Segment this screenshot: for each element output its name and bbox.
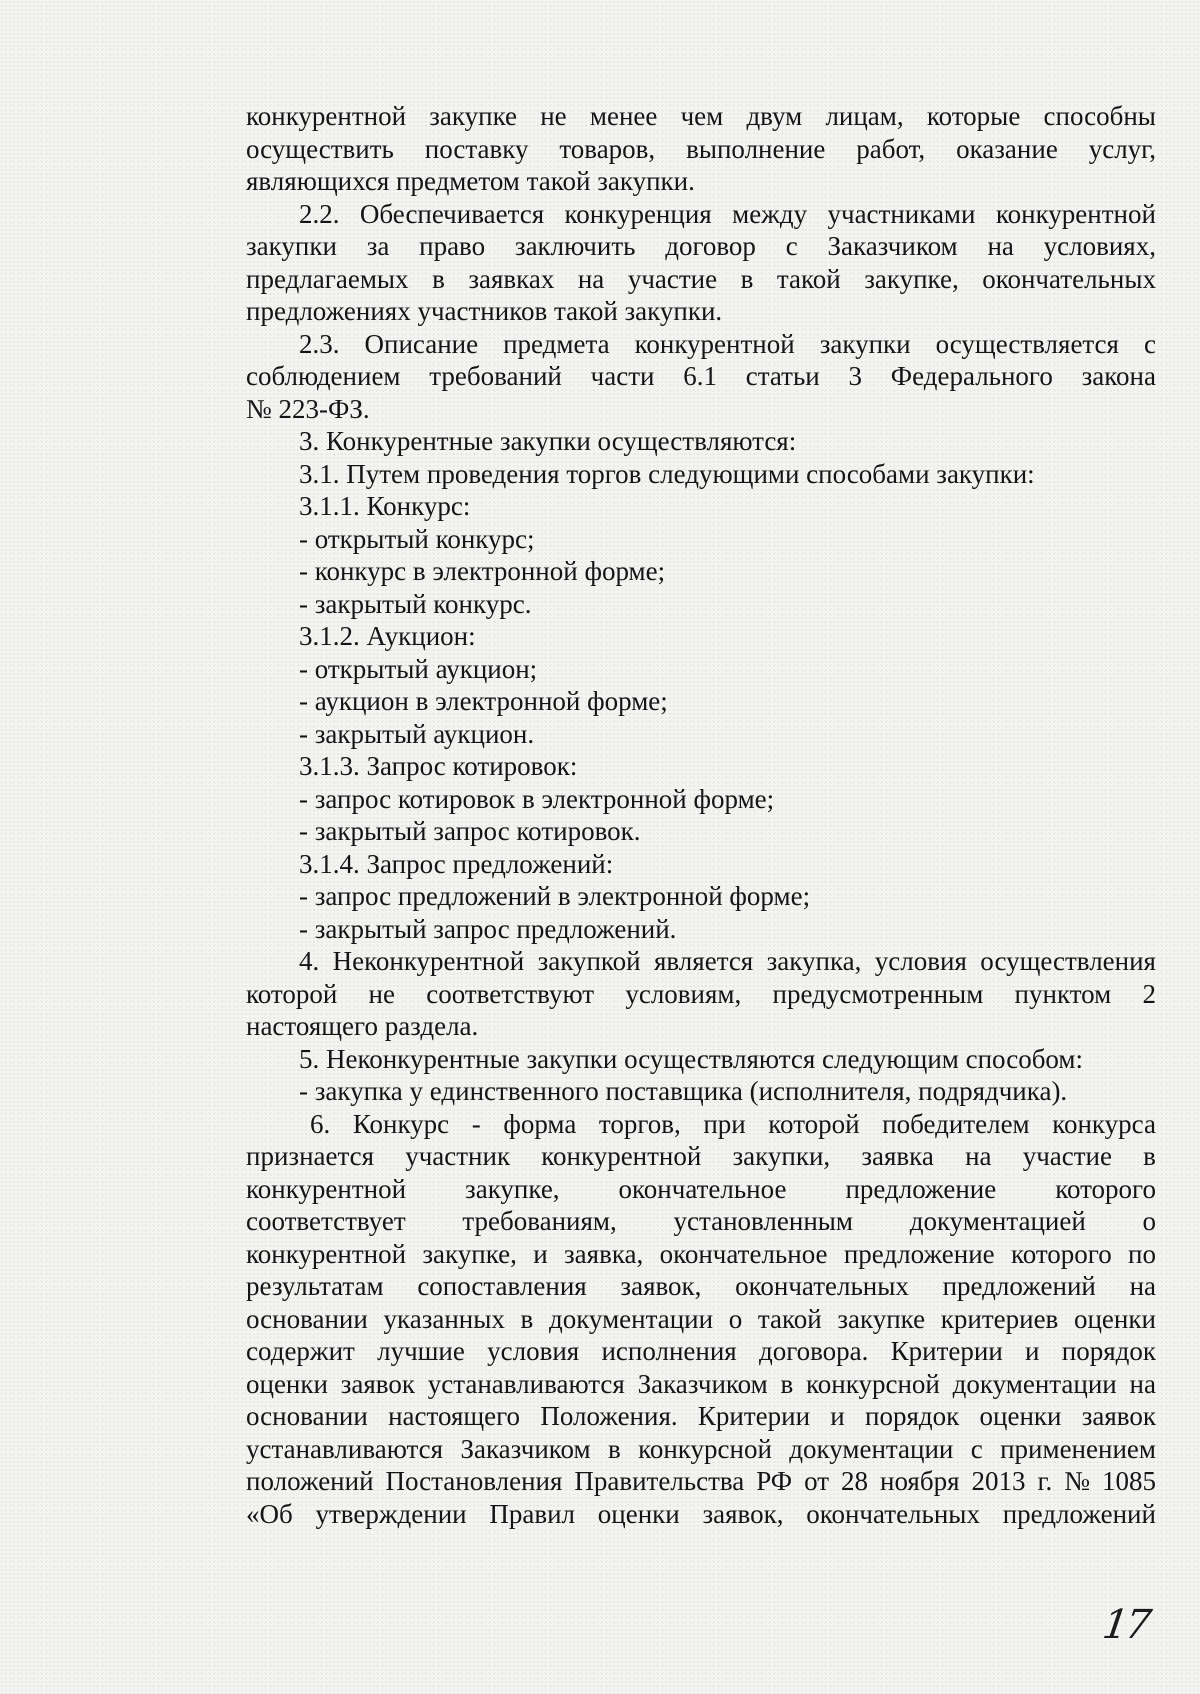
word: не bbox=[368, 978, 395, 1009]
word: окончательное bbox=[618, 1173, 787, 1204]
word: № bbox=[1064, 1466, 1090, 1496]
word: поставку bbox=[424, 133, 529, 164]
text-line: настоящего раздела. bbox=[246, 1011, 479, 1041]
word: предмета bbox=[503, 328, 610, 359]
word: которого bbox=[1010, 1238, 1112, 1269]
word: утверждении bbox=[315, 1498, 467, 1529]
text-line bbox=[246, 100, 1156, 133]
word: работ, bbox=[856, 133, 926, 164]
word: окончательное bbox=[659, 1238, 828, 1269]
text-line: - запрос котировок в электронной форме; bbox=[299, 783, 775, 814]
word: закупки bbox=[819, 328, 911, 359]
word: менее bbox=[589, 101, 658, 131]
word: г. bbox=[1037, 1466, 1053, 1496]
word: требованиям, bbox=[462, 1206, 617, 1236]
word: торгов, bbox=[598, 1108, 681, 1139]
word: закупке, bbox=[864, 263, 959, 294]
word: 28 bbox=[841, 1466, 869, 1496]
word: заключить bbox=[514, 231, 636, 261]
word: на bbox=[1129, 1368, 1156, 1399]
word: оценки bbox=[246, 1368, 328, 1399]
word: 2.3. bbox=[299, 328, 340, 359]
text-line: - открытый аукцион; bbox=[299, 653, 538, 684]
text-line: 3.1.3. Запрос котировок: bbox=[299, 751, 578, 781]
word: заявок bbox=[1081, 1401, 1156, 1431]
word: и bbox=[1025, 1336, 1040, 1366]
word: конкурентной bbox=[246, 101, 407, 131]
word: соответствуют bbox=[426, 978, 595, 1009]
word: установленным bbox=[673, 1206, 853, 1236]
word: которые bbox=[926, 101, 1021, 131]
word: соблюдением bbox=[246, 361, 401, 391]
word: конкурса bbox=[1052, 1108, 1156, 1139]
text-line: 3.1.4. Запрос предложений: bbox=[299, 848, 614, 879]
word: устанавливаются bbox=[427, 1368, 625, 1399]
word: 2013 bbox=[971, 1466, 1026, 1496]
word: документации bbox=[548, 1303, 714, 1334]
word: «Об bbox=[246, 1498, 293, 1529]
word: 2.2. bbox=[299, 198, 340, 229]
word: в bbox=[1143, 1141, 1156, 1171]
text-line bbox=[246, 978, 1156, 1011]
word: 2 bbox=[1142, 978, 1156, 1009]
word: конкурентной bbox=[246, 1173, 407, 1204]
word: Неконкурентной bbox=[332, 946, 525, 976]
word: конкурсной bbox=[806, 1368, 940, 1399]
text-line bbox=[246, 1108, 1156, 1141]
word: предлагаемых bbox=[246, 263, 409, 294]
word: участие bbox=[1022, 1141, 1112, 1171]
word: требований bbox=[429, 361, 562, 391]
word: лицам, bbox=[825, 101, 904, 131]
word: закона bbox=[1081, 361, 1156, 391]
word: 4. bbox=[299, 946, 320, 976]
word: документации bbox=[952, 1368, 1117, 1399]
text-line bbox=[246, 198, 1156, 231]
word: право bbox=[419, 231, 486, 261]
word: соответствует bbox=[246, 1206, 406, 1236]
handwritten-page-number: 17 bbox=[1099, 1602, 1152, 1648]
text-line bbox=[246, 945, 1156, 978]
text-line bbox=[246, 1303, 1156, 1336]
text-line bbox=[246, 1498, 1156, 1531]
word: пунктом bbox=[1014, 978, 1112, 1009]
word: порядок bbox=[1061, 1336, 1156, 1366]
word: договор bbox=[665, 231, 756, 261]
text-line bbox=[246, 230, 1156, 263]
word: на bbox=[965, 1141, 992, 1171]
word: с bbox=[785, 231, 798, 261]
word: настоящего bbox=[388, 1401, 521, 1431]
word: закупке bbox=[837, 1303, 926, 1334]
text-line bbox=[246, 1270, 1156, 1303]
word: двум bbox=[746, 101, 803, 131]
word: в bbox=[432, 263, 445, 294]
word: условия bbox=[487, 1336, 580, 1366]
word: заявок, bbox=[620, 1271, 702, 1301]
word: оценки bbox=[1073, 1303, 1156, 1334]
document-body bbox=[246, 100, 1156, 1530]
word: закупке bbox=[429, 101, 518, 131]
word: товаров, bbox=[559, 133, 656, 164]
word: окончательных bbox=[735, 1271, 909, 1301]
word: в bbox=[607, 1433, 621, 1464]
word: критериев bbox=[940, 1303, 1059, 1334]
word: и bbox=[533, 1238, 548, 1269]
word: Критерии bbox=[890, 1336, 1003, 1366]
word: предложение bbox=[843, 1238, 995, 1269]
word: выполнение bbox=[686, 133, 826, 164]
word: Описание bbox=[364, 328, 479, 359]
word: конкурентной bbox=[634, 328, 795, 359]
word: способны bbox=[1043, 101, 1156, 131]
word: - bbox=[471, 1108, 481, 1139]
word: лучшие bbox=[377, 1336, 465, 1366]
word: признается bbox=[246, 1141, 375, 1171]
word: условиям, bbox=[625, 978, 742, 1009]
word: порядок bbox=[865, 1401, 960, 1431]
word: Заказчиком bbox=[827, 231, 958, 261]
text-line bbox=[246, 1368, 1156, 1401]
word: Критерии bbox=[697, 1401, 811, 1431]
word: закупкой bbox=[537, 946, 641, 976]
word: участниками bbox=[827, 198, 976, 229]
text-line: - закрытый запрос предложений. bbox=[299, 913, 677, 944]
word: чем bbox=[680, 101, 724, 131]
word: которой bbox=[768, 1108, 860, 1139]
text-line: - открытый конкурс; bbox=[299, 523, 535, 554]
word: заявок, bbox=[702, 1498, 784, 1529]
text-line bbox=[246, 1140, 1156, 1173]
word: условия bbox=[874, 946, 967, 976]
word: 6.1 bbox=[683, 361, 717, 391]
word: окончательных bbox=[806, 1498, 980, 1529]
word: закупке, bbox=[465, 1173, 560, 1204]
text-line: - закрытый запрос котировок. bbox=[299, 816, 641, 846]
word: конкурентной bbox=[995, 198, 1156, 229]
word: такой bbox=[757, 1303, 822, 1334]
word: положений bbox=[246, 1466, 374, 1496]
word: конкурентной bbox=[541, 1141, 702, 1171]
word: предложений bbox=[1002, 1498, 1156, 1529]
word: услуг, bbox=[1088, 133, 1156, 164]
text-line: - закрытый конкурс. bbox=[299, 588, 532, 619]
word: осуществляется bbox=[935, 328, 1119, 359]
word: на bbox=[577, 263, 605, 294]
word: с bbox=[970, 1433, 983, 1464]
word: является bbox=[654, 946, 754, 976]
text-line bbox=[246, 328, 1156, 361]
word: предусмотренным bbox=[772, 978, 984, 1009]
word: участие bbox=[627, 263, 718, 294]
text-line: 3.1. Путем проведения торгов следующими способами закупки: bbox=[299, 458, 1035, 489]
word: на bbox=[1129, 1271, 1156, 1301]
text-line: - конкурс в электронной форме; bbox=[299, 556, 666, 586]
word: конкурентной bbox=[246, 1238, 407, 1269]
word: Заказчиком bbox=[460, 1433, 591, 1464]
word: ноября bbox=[880, 1466, 960, 1496]
word: результатам bbox=[246, 1271, 384, 1301]
text-line bbox=[246, 1238, 1156, 1271]
text-line bbox=[246, 1433, 1156, 1466]
word: о bbox=[728, 1303, 743, 1334]
word: конкуренция bbox=[564, 198, 712, 229]
word: в bbox=[780, 1368, 794, 1399]
text-line: - аукцион в электронной форме; bbox=[299, 686, 668, 716]
text-line bbox=[246, 1400, 1156, 1433]
word: применением bbox=[1000, 1433, 1156, 1464]
word: которого bbox=[1055, 1173, 1156, 1204]
word: РФ bbox=[756, 1466, 793, 1496]
text-line: предложениях участников такой закупки. bbox=[246, 296, 723, 326]
word: оценки bbox=[979, 1401, 1062, 1431]
word: Обеспечивается bbox=[359, 198, 545, 229]
word: с bbox=[1143, 328, 1156, 359]
word: заявок bbox=[340, 1368, 415, 1399]
word: Положения. bbox=[540, 1401, 678, 1431]
text-line: - закрытый аукцион. bbox=[299, 718, 535, 749]
text-line: 3. Конкурентные закупки осуществляются: bbox=[299, 426, 797, 456]
word: 1085 bbox=[1101, 1466, 1156, 1496]
word: осуществить bbox=[246, 133, 394, 164]
word: осуществления bbox=[980, 946, 1156, 976]
word: заявка, bbox=[564, 1238, 644, 1269]
text-line: 5. Неконкурентные закупки осуществляются следующим способом: bbox=[299, 1043, 1084, 1074]
word: за bbox=[366, 231, 390, 261]
word: закупки, bbox=[732, 1141, 831, 1171]
word: победителем bbox=[882, 1108, 1030, 1139]
word: заявка bbox=[861, 1141, 934, 1171]
word: такой bbox=[776, 263, 841, 294]
word: при bbox=[703, 1108, 746, 1139]
word: документацией bbox=[909, 1206, 1086, 1236]
word: конкурсной bbox=[638, 1433, 772, 1464]
word: Правил bbox=[489, 1498, 576, 1529]
word: закупка, bbox=[766, 946, 862, 976]
word: основании bbox=[246, 1303, 368, 1334]
word: условиях, bbox=[1043, 231, 1156, 261]
text-line bbox=[246, 1335, 1156, 1368]
word: в bbox=[520, 1303, 534, 1334]
word: оказание bbox=[956, 133, 1058, 164]
word: предложений bbox=[942, 1271, 1096, 1301]
text-line bbox=[246, 133, 1156, 166]
word: предложение bbox=[845, 1173, 997, 1204]
text-line bbox=[246, 1205, 1156, 1238]
word: на bbox=[987, 231, 1014, 261]
text-line: - запрос предложений в электронной форме; bbox=[299, 881, 811, 911]
word: 6. bbox=[310, 1108, 331, 1139]
text-line bbox=[246, 360, 1156, 393]
text-line: - закупка у единственного поставщика (исполнителя, подрядчика). bbox=[299, 1076, 1068, 1106]
word: между bbox=[732, 198, 808, 229]
word: не bbox=[540, 101, 567, 131]
word: закупке, bbox=[422, 1238, 517, 1269]
text-line: являющихся предметом такой закупки. bbox=[246, 166, 695, 196]
word: 3 bbox=[848, 361, 863, 391]
word: части bbox=[590, 361, 655, 391]
word: окончательных bbox=[982, 263, 1156, 294]
word: закупки bbox=[246, 231, 337, 261]
text-line bbox=[246, 263, 1156, 296]
word: Правительства bbox=[574, 1466, 745, 1496]
text-line bbox=[246, 1173, 1156, 1206]
word: устанавливаются bbox=[246, 1433, 444, 1464]
word: которой bbox=[246, 978, 338, 1009]
word: указанных bbox=[383, 1303, 505, 1334]
word: и bbox=[830, 1401, 845, 1431]
word: исполнения bbox=[601, 1336, 737, 1366]
word: в bbox=[740, 263, 754, 294]
word: содержит bbox=[246, 1336, 355, 1366]
word: заявках bbox=[468, 263, 555, 294]
text-line: 3.1.2. Аукцион: bbox=[299, 621, 476, 651]
word: договора. bbox=[758, 1336, 869, 1366]
word: Постановления bbox=[385, 1466, 563, 1496]
word: статьи bbox=[745, 361, 820, 391]
word: документации bbox=[789, 1433, 954, 1464]
word: по bbox=[1128, 1238, 1156, 1269]
word: форма bbox=[503, 1108, 577, 1139]
word: о bbox=[1142, 1206, 1156, 1236]
word: от bbox=[804, 1466, 830, 1496]
word: Федерального bbox=[890, 361, 1053, 391]
word: Конкурс bbox=[352, 1108, 450, 1139]
text-line: 3.1.1. Конкурс: bbox=[299, 491, 471, 521]
text-line: № 223-ФЗ. bbox=[246, 393, 370, 424]
text-line bbox=[246, 1465, 1156, 1498]
word: Заказчиком bbox=[637, 1368, 768, 1399]
word: сопоставления bbox=[417, 1271, 587, 1301]
word: основании bbox=[246, 1401, 368, 1431]
word: оценки bbox=[597, 1498, 680, 1529]
word: участник bbox=[405, 1141, 511, 1171]
